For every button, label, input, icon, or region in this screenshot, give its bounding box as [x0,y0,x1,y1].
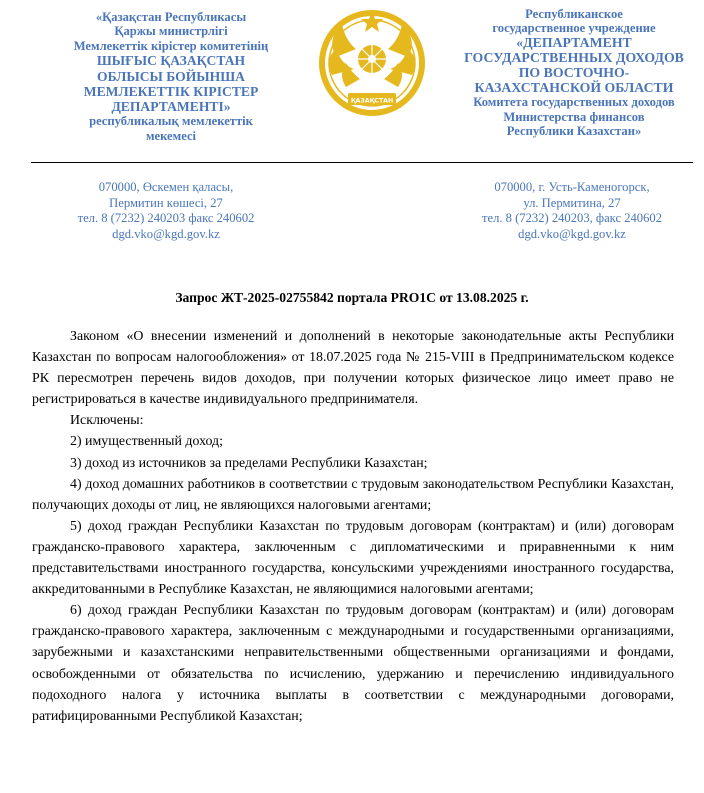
address-kz-email: dgd.vko@kgd.gov.kz [112,226,220,241]
header-ru-line: Министерства финансов [503,109,645,124]
header-ru-line: Республиканское [525,7,623,21]
header-kz-line: «Қазақстан Республикасы [95,10,247,24]
header-divider [31,162,693,163]
header-ru [440,7,704,138]
address-ru-line: 070000, г. Усть-Каменогорск, [494,180,650,194]
header-kz-line: республикалық мемлекеттік [89,114,253,129]
header-kz-line: мекемесі [145,128,197,143]
address-ru-line: ул. Пермитина, 27 [523,195,621,210]
body-paragraph: Законом «О внесении изменений и дополнений в некоторые законодательные акты Республики Казахстан по вопросам налогообложения» от 18.07.2025 года № 215-VIII в Предпринимательском кодексе РК пересмотрен перечень видов доходов, при получении которых физическое лицо имеет право не регистрироваться в качестве индивидуального предпринимателя. [32,329,674,408]
header-ru-line: Комитета государственных доходов [473,95,675,110]
header-ru-line: Республики Казахстан» [506,123,642,138]
header-kz-line: ДЕПАРТАМЕНТІ» [111,99,231,115]
header-ru-line: КАЗАХСТАНСКОЙ ОБЛАСТИ [474,80,674,96]
body-list-item: 5) доход граждан Республики Казахстан по трудовым договорам (контрактам) и (или) договорам гражданско-правового характера, заключенным с дипломатическими и приравненными к ним представительствами иностранного государства, консульскими учреждениями иностранного государства, аккредитованными в Республике Казахстан, не являющимися налоговыми агентами; [32,518,674,598]
address-kz-line: 070000, Өскемен қаласы, [98,180,234,194]
address-ru-line: тел. 8 (7232) 240203, факс 240602 [482,211,662,226]
emblem-banner-text: ҚАЗАҚСТАН [350,97,394,105]
header-ru-line: государственное учреждение [492,21,656,36]
header-kz-line: МЕМЛЕКЕТТІК КІРІСТЕР [83,83,259,99]
body-paragraph: Исключены: [70,413,144,429]
header-ru-line: «ДЕПАРТАМЕНТ [516,35,632,51]
body-list-item: 2) имущественный доход; [70,434,223,450]
body-list-item: 3) доход из источников за пределами Республики Казахстан; [70,455,428,471]
state-emblem-icon [316,9,428,119]
header-kz-line: ОБЛЫСЫ БОЙЫНША [97,68,245,84]
document-title: Запрос ЖТ-2025-02755842 портала PRO1C от 13.08.2025 г. [175,290,529,305]
body-list-item: 6) доход граждан Республики Казахстан по трудовым договорам (контрактам) и (или) договорам гражданско-правового характера, заключенным с международными и государственными организациями, зарубежными и казахстанскими неправительственными общественными организациями и фондами, освобожденными от обязательства по исчислению, удержанию и перечислению индивидуального подоходного налога у источника выплаты в соответствии с международными договорами, ратифицированными Республикой Казахстан; [32,603,674,724]
header-kz-line: Қаржы министрлігі [114,24,228,39]
header-kz-line: Мемлекеттік кірістер комитетінің [73,38,269,53]
body-list-item: 4) доход домашних работников в соответствии с трудовым законодательством Республики Казахстан, получающих доходы от лиц, не являющихся налоговыми агентами; [32,476,674,513]
document-body [32,326,674,727]
header-ru-line: ПО ВОСТОЧНО- [518,65,630,81]
header-ru-line: ГОСУДАРСТВЕННЫХ ДОХОДОВ [464,50,684,66]
address-ru [452,180,692,242]
address-kz-line: тел. 8 (7232) 240203 факс 240602 [77,211,255,226]
header-kz-line: ШЫҒЫС ҚАЗАҚСТАН [96,53,246,69]
address-ru-email: dgd.vko@kgd.gov.kz [518,226,626,241]
header-kz [36,10,306,143]
address-kz [46,180,286,242]
address-kz-line: Пермитин көшесі, 27 [109,195,223,210]
